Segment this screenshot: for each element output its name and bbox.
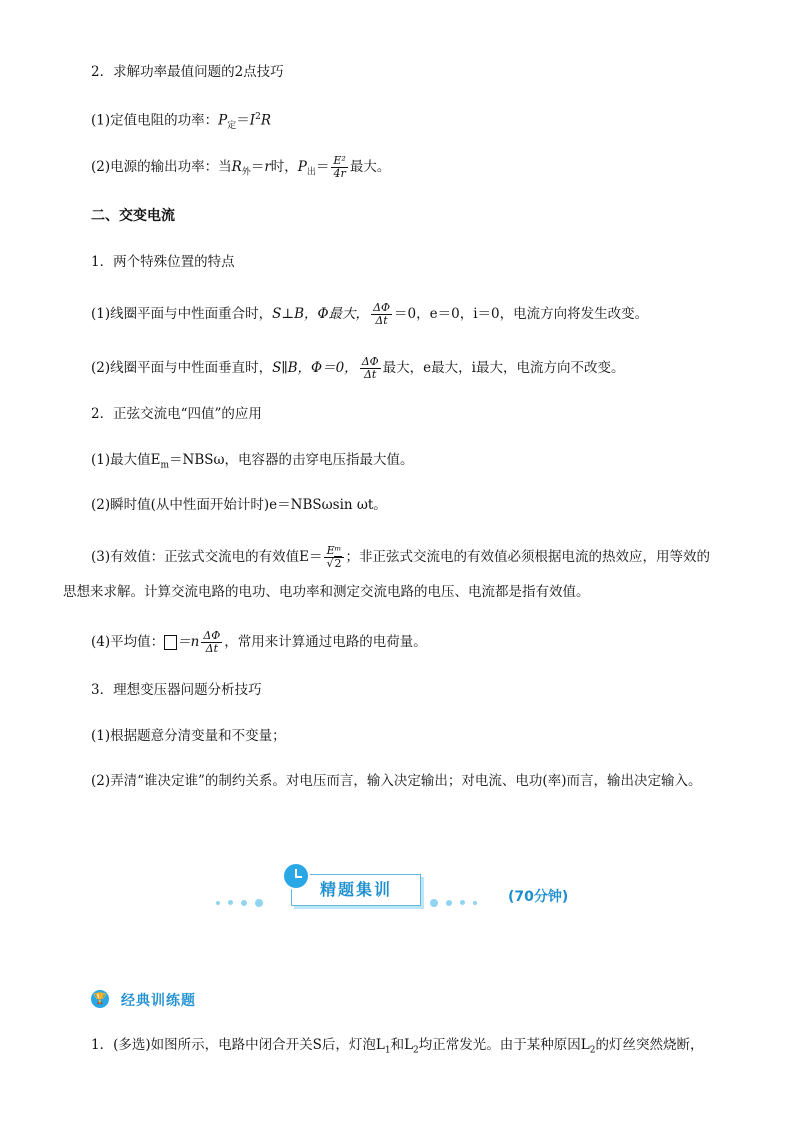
fraction: [331, 155, 347, 180]
symbol-I: I: [249, 112, 256, 129]
trophy-icon: 🏆: [91, 990, 109, 1008]
dot: [473, 901, 477, 905]
time-limit: (70分钟): [508, 889, 569, 905]
para-transformer-2: [0, 771, 794, 791]
heading-text: 二、交变电流: [91, 208, 175, 224]
symbol-P: P: [218, 112, 228, 129]
text: S⊥B，Φ最大，: [272, 306, 370, 322]
heading-text: 2．求解功率最值问题的2点技巧: [91, 64, 284, 80]
numerator: ΔΦ: [203, 629, 221, 642]
text: (1)线圈平面与中性面重合时，: [91, 306, 273, 322]
text: 均正常发光。由于某种原因L: [418, 1037, 590, 1053]
text: S∥B，Φ＝0，: [272, 360, 358, 376]
text: 2．正弦交流电“四值”的应用: [91, 406, 262, 422]
equals: ＝: [236, 112, 250, 129]
text: (2)瞬时值(从中性面开始计时)e＝NBSωsin ωt。: [91, 497, 387, 513]
heading-power-tips: [0, 62, 794, 82]
subheading-transformer: [0, 680, 794, 700]
symbol-P: P: [297, 159, 307, 175]
denominator: Δt: [375, 314, 388, 327]
symbol-R: R: [260, 112, 271, 129]
radicand: 2: [334, 557, 342, 570]
banner-title: [291, 874, 421, 906]
dot: [241, 900, 247, 906]
text: 时，: [270, 159, 298, 175]
text: 最大。: [349, 159, 391, 175]
banner-title-text: 精题集训: [319, 880, 392, 899]
text: (2)电源的输出功率：当: [91, 159, 232, 175]
para-source-output-power: [0, 155, 794, 183]
subscript: 2: [589, 1045, 596, 1056]
text: ；非正弦式交流电的有效值必须根据电流的热效应，用等效的: [345, 549, 710, 565]
text: 最大，e最大，i最大，电流方向不改变。: [382, 360, 625, 376]
dot: [255, 899, 263, 907]
symbol-R: R: [231, 159, 242, 175]
subscript: 1: [384, 1045, 391, 1056]
fraction-em-sqrt2: [324, 545, 343, 570]
equals: ＝: [250, 159, 265, 175]
subscript: 2: [413, 1045, 419, 1056]
question-1: [0, 1035, 794, 1061]
numerator: E²: [333, 154, 346, 167]
symbol-r: r: [264, 159, 271, 175]
para-fixed-resistor-power: [0, 107, 794, 136]
text: (2)弄清“谁决定谁”的制约关系。对电压而言，输入决定输出；对电流、电功(率)而言，输出决定输入。: [91, 773, 702, 789]
average-e-symbol: [164, 635, 177, 650]
subheading-four-values: [0, 404, 794, 424]
text: ＝0，e＝0，i＝0，电流方向将发生改变。: [394, 306, 649, 322]
para-transformer-1: [0, 726, 794, 746]
dot: [228, 900, 233, 905]
subscript: 定: [227, 121, 237, 132]
text: (1)定值电阻的功率：: [91, 112, 219, 129]
numerator: ΔΦ: [373, 301, 391, 314]
fraction-dphi-dt: [201, 630, 222, 655]
para-average-value: [0, 630, 794, 655]
para-neutral-plane-coincide: [0, 302, 794, 327]
para-effective-value-cont: [0, 582, 794, 602]
numerator: Eᵐ: [324, 545, 343, 558]
text: (2)线圈平面与中性面垂直时，: [91, 360, 273, 376]
superscript: 2: [255, 112, 261, 122]
subscript: 出: [306, 167, 316, 178]
denominator: Δt: [205, 642, 218, 655]
fraction-dphi-dt: [360, 356, 381, 381]
text: 3．理想变压器问题分析技巧: [91, 682, 262, 698]
para-neutral-plane-perpendicular: [0, 356, 794, 381]
subscript: 外: [241, 167, 251, 178]
para-instant-value: [0, 495, 794, 515]
text: (1)根据题意分清变量和不变量；: [91, 728, 286, 744]
para-effective-value: [0, 545, 794, 570]
text: 1．(多选)如图所示，电路中闭合开关S后，灯泡L: [91, 1037, 385, 1053]
subheading-special-positions: [0, 252, 794, 272]
text: 的灯丝突然烧断，: [595, 1037, 704, 1053]
dot: [430, 899, 438, 907]
text: ＝NBSω，电容器的击穿电压指最大值。: [169, 452, 414, 468]
text: ＝n: [177, 634, 200, 650]
heading-alternating-current: [0, 206, 794, 226]
subscript: m: [160, 460, 170, 471]
text: (1)最大值E: [91, 452, 161, 468]
dot: [446, 900, 452, 906]
section-title: 经典训练题: [121, 993, 196, 1009]
fraction-dphi-dt: [371, 302, 392, 327]
text: 和L: [390, 1037, 414, 1053]
right-dots: [430, 892, 485, 900]
denominator: Δt: [363, 368, 377, 381]
denominator: 4r: [333, 167, 346, 180]
numerator: ΔΦ: [361, 355, 379, 368]
para-max-value: [0, 450, 794, 476]
equals: ＝: [315, 159, 330, 175]
practice-banner: [0, 862, 794, 922]
clock-icon: [282, 862, 310, 890]
left-dots: [216, 892, 271, 900]
text: ，常用来计算通过电路的电荷量。: [224, 634, 427, 650]
text: (3)有效值：正弦式交流电的有效值E＝: [91, 549, 323, 565]
dot: [216, 901, 220, 905]
dot: [460, 900, 465, 905]
text: 思想来求解。计算交流电路的电功、电功率和测定交流电路的电压、电流都是指有效值。: [63, 584, 590, 600]
text: (4)平均值：: [91, 634, 165, 650]
denominator: √2: [326, 557, 342, 570]
text: 1．两个特殊位置的特点: [91, 254, 235, 270]
